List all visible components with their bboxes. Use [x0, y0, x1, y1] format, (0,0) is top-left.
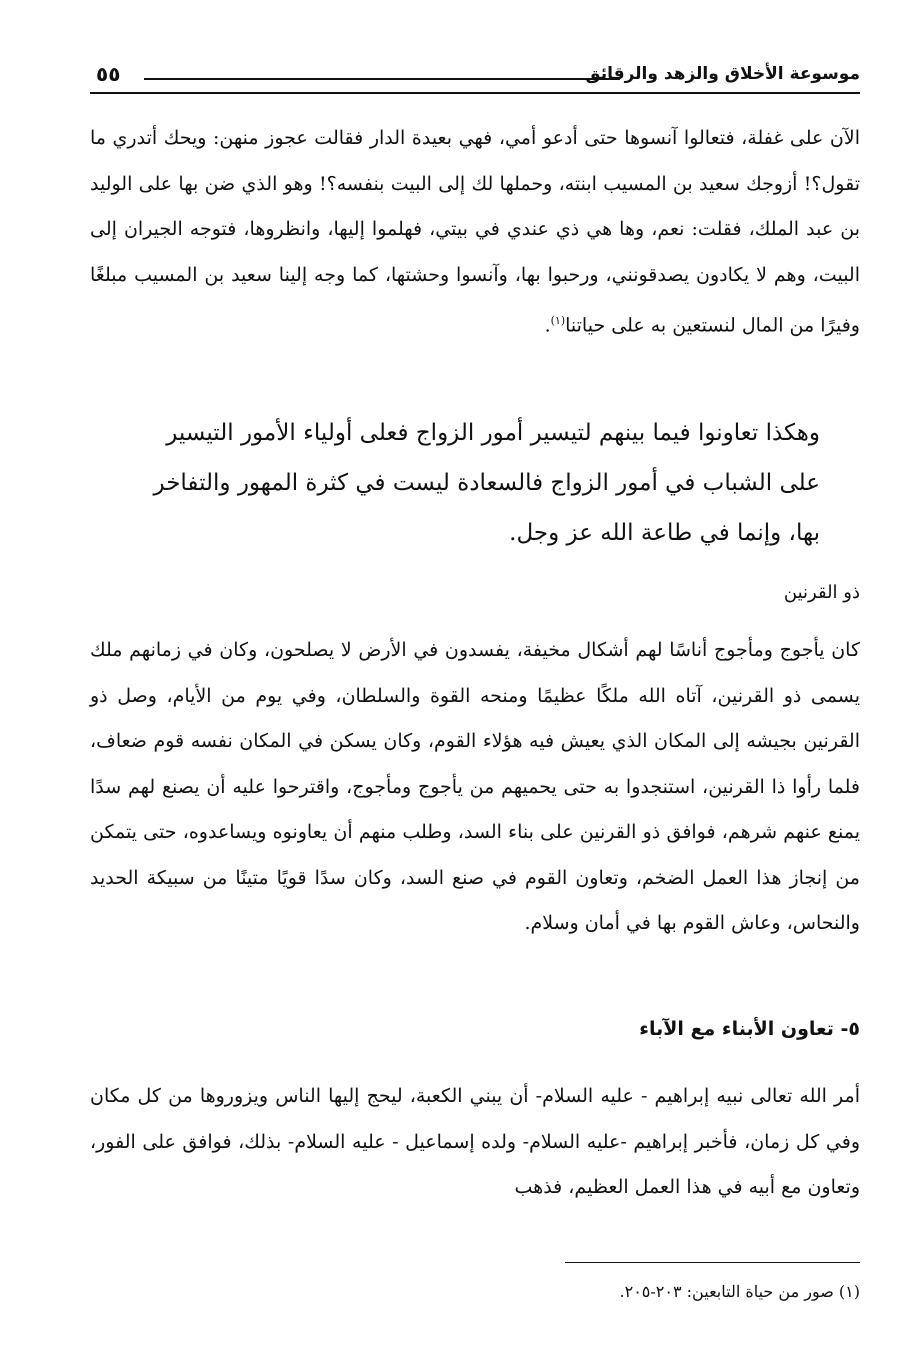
section-heading: ٥- تعاون الأبناء مع الآباء: [639, 1018, 860, 1040]
footnote: (١) صور من حياة التابعين: ٢٠٣-٢٠٥.: [619, 1282, 860, 1301]
paragraph-1: [90, 116, 860, 349]
paragraph-1-end: .: [544, 314, 551, 337]
highlighted-quote: وهكذا تعاونوا فيما بينهم لتيسير أمور الزواج فعلى أولياء الأمور التيسير على الشباب في أمور الزواج فالسعادة ليست في كثرة المهور والتفاخر بها، وإنما في طاعة الله عز وجل.: [153, 420, 820, 546]
page-number: ٥٥: [96, 62, 121, 86]
paragraph-1-text: الآن على غفلة، فتعالوا آنسوها حتى أدعو أمي، فهي بعيدة الدار فقالت عجوز منهن: ويحك أتدري ما تقول؟! أزوجك سعيد بن المسيب ابنته، وحملها لك إلى البيت بنفسه؟! وهو الذي ضن بها على الوليد بن عبد الملك، فقلت: نعم، وها هي ذي عندي في بيتي، فهلموا إليها، وانظروها، فتوجه الجيران إلى البيت، وهم لا يكادون يصدقونني، ورحبوا بها، وآنسوا وحشتها، كما وجه إلينا سعيد بن المسيب مبلغًا وفيرًا من المال لنستعين به على حياتنا: [90, 127, 860, 337]
paragraph-3: أمر الله تعالى نبيه إبراهيم - عليه السلام- أن يبني الكعبة، ليحج إليها الناس ويزوروها من كل مكان وفي كل زمان، فأخبر إبراهيم -عليه السلام- ولده إسماعيل - عليه السلام- بذلك، فوافق على الفور، وتعاون مع أبيه في هذا العمل العظيم، فذهب: [90, 1085, 860, 1198]
header-underline: [90, 92, 860, 94]
footnote-reference: (١): [550, 314, 566, 327]
header-divider: [144, 78, 620, 80]
page-header: [90, 60, 860, 92]
book-title: موسوعة الأخلاق والزهد والرقائق: [585, 64, 860, 84]
subheading-dhul-qarnayn: ذو القرنين: [783, 582, 860, 603]
paragraph-2: كان يأجوج ومأجوج أناسًا لهم أشكال مخيفة، يفسدون في الأرض لا يصلحون، وكان في زمانهم ملك يسمى ذو القرنين، آتاه الله ملكًا عظيمًا ومنحه القوة والسلطان، وفي يوم من الأيام، وصل ذو القرنين بجيشه إلى المكان الذي يعيش فيه هؤلاء القوم، وكان يسكن في المكان نفسه قوم ضعاف، فلما رأوا ذا القرنين، استنجدوا به حتى يحميهم من يأجوج ومأجوج، واقترحوا عليه أن يصنع لهم سدًا يمنع عنهم شرهم، فوافق ذو القرنين على بناء السد، وطلب منهم أن يعاونوه ويساعدوه، حتى يتمكن من إنجاز هذا العمل الضخم، وتعاون القوم في صنع السد، وكان سدًا قويًا متينًا من سبيكة الحديد والنحاس، وعاش القوم بها في أمان وسلام.: [90, 639, 860, 934]
footnote-divider: [565, 1262, 860, 1263]
